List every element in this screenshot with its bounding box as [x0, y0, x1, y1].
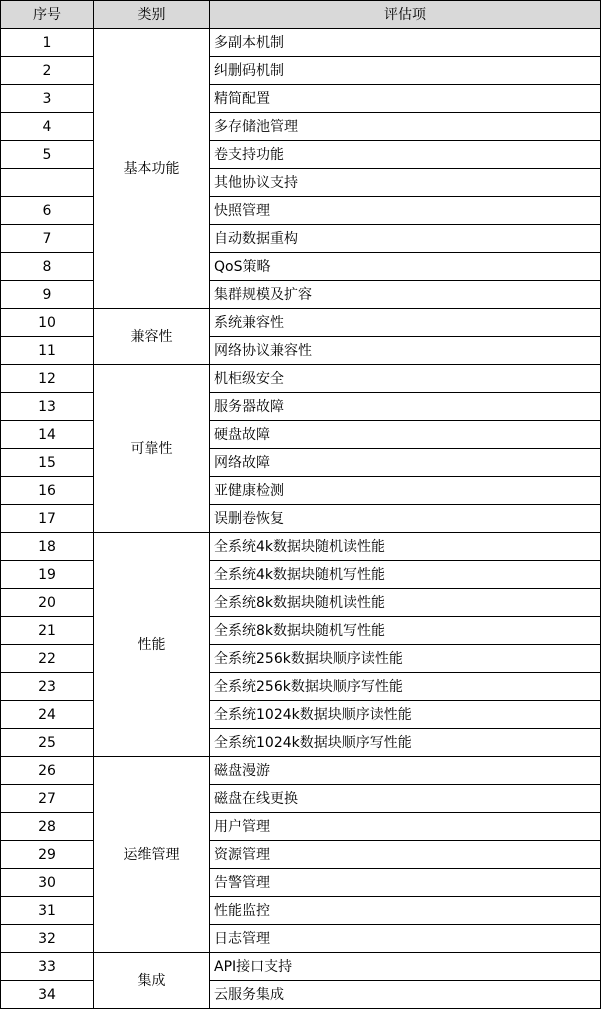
row-index: 3 — [1, 85, 94, 113]
evaluation-item: 全系统8k数据块随机写性能 — [210, 617, 601, 645]
evaluation-item: 全系统1024k数据块顺序读性能 — [210, 701, 601, 729]
evaluation-item: 全系统1024k数据块顺序写性能 — [210, 729, 601, 757]
row-index: 30 — [1, 869, 94, 897]
table-row — [1, 337, 601, 365]
table-row — [1, 281, 601, 309]
table-row — [1, 785, 601, 813]
table-row — [1, 505, 601, 533]
row-index: 28 — [1, 813, 94, 841]
category-cell: 可靠性 — [94, 365, 210, 533]
evaluation-item: 系统兼容性 — [210, 309, 601, 337]
evaluation-item: 误删卷恢复 — [210, 505, 601, 533]
row-index: 32 — [1, 925, 94, 953]
row-index: 1 — [1, 29, 94, 57]
table-row — [1, 533, 601, 561]
evaluation-item: 卷支持功能 — [210, 141, 601, 169]
table-row — [1, 113, 601, 141]
header-index: 序号 — [1, 1, 94, 29]
table-row — [1, 141, 601, 169]
table-row — [1, 953, 601, 981]
table-body — [1, 29, 601, 1009]
category-cell: 集成 — [94, 953, 210, 1009]
row-index: 7 — [1, 225, 94, 253]
evaluation-item: 云服务集成 — [210, 981, 601, 1009]
row-index: 9 — [1, 281, 94, 309]
header-category: 类别 — [94, 1, 210, 29]
row-index: 18 — [1, 533, 94, 561]
table-row — [1, 85, 601, 113]
table-row — [1, 701, 601, 729]
table-row — [1, 645, 601, 673]
row-index: 15 — [1, 449, 94, 477]
table-row — [1, 449, 601, 477]
table-row — [1, 841, 601, 869]
table-row — [1, 57, 601, 85]
evaluation-item: 服务器故障 — [210, 393, 601, 421]
evaluation-item: API接口支持 — [210, 953, 601, 981]
category-cell: 运维管理 — [94, 757, 210, 953]
evaluation-item: 网络协议兼容性 — [210, 337, 601, 365]
table-row — [1, 477, 601, 505]
table-row — [1, 365, 601, 393]
row-index: 6 — [1, 197, 94, 225]
row-index: 8 — [1, 253, 94, 281]
evaluation-item: QoS策略 — [210, 253, 601, 281]
row-index: 24 — [1, 701, 94, 729]
table-row — [1, 309, 601, 337]
evaluation-item: 其他协议支持 — [210, 169, 601, 197]
evaluation-item: 自动数据重构 — [210, 225, 601, 253]
row-index: 17 — [1, 505, 94, 533]
evaluation-item: 全系统8k数据块随机读性能 — [210, 589, 601, 617]
category-cell: 基本功能 — [94, 29, 210, 309]
evaluation-item: 全系统4k数据块随机读性能 — [210, 533, 601, 561]
evaluation-item: 全系统256k数据块顺序读性能 — [210, 645, 601, 673]
table-row — [1, 673, 601, 701]
row-index: 4 — [1, 113, 94, 141]
table-row — [1, 813, 601, 841]
category-cell: 兼容性 — [94, 309, 210, 365]
table-row — [1, 197, 601, 225]
evaluation-item: 网络故障 — [210, 449, 601, 477]
row-index — [1, 169, 94, 197]
category-cell: 性能 — [94, 533, 210, 757]
row-index: 25 — [1, 729, 94, 757]
table-row — [1, 561, 601, 589]
row-index: 23 — [1, 673, 94, 701]
row-index: 33 — [1, 953, 94, 981]
row-index: 27 — [1, 785, 94, 813]
evaluation-item: 日志管理 — [210, 925, 601, 953]
row-index: 12 — [1, 365, 94, 393]
table-row — [1, 869, 601, 897]
evaluation-item: 亚健康检测 — [210, 477, 601, 505]
evaluation-item: 纠删码机制 — [210, 57, 601, 85]
table-row — [1, 393, 601, 421]
table-row — [1, 729, 601, 757]
table-row — [1, 897, 601, 925]
table-row — [1, 617, 601, 645]
evaluation-item: 告警管理 — [210, 869, 601, 897]
row-index: 34 — [1, 981, 94, 1009]
row-index: 16 — [1, 477, 94, 505]
row-index: 14 — [1, 421, 94, 449]
evaluation-item: 机柜级安全 — [210, 365, 601, 393]
table-row — [1, 981, 601, 1009]
evaluation-item: 用户管理 — [210, 813, 601, 841]
evaluation-item: 全系统4k数据块随机写性能 — [210, 561, 601, 589]
row-index: 5 — [1, 141, 94, 169]
row-index: 31 — [1, 897, 94, 925]
evaluation-item: 快照管理 — [210, 197, 601, 225]
row-index: 13 — [1, 393, 94, 421]
row-index: 21 — [1, 617, 94, 645]
table-row — [1, 925, 601, 953]
header-row — [1, 1, 601, 29]
evaluation-item: 全系统256k数据块顺序写性能 — [210, 673, 601, 701]
evaluation-item: 资源管理 — [210, 841, 601, 869]
evaluation-item: 磁盘在线更换 — [210, 785, 601, 813]
table-row — [1, 253, 601, 281]
evaluation-item: 硬盘故障 — [210, 421, 601, 449]
table-row — [1, 757, 601, 785]
table-row — [1, 589, 601, 617]
evaluation-item: 多存储池管理 — [210, 113, 601, 141]
header-item: 评估项 — [210, 1, 601, 29]
table-row — [1, 421, 601, 449]
table-row — [1, 225, 601, 253]
row-index: 10 — [1, 309, 94, 337]
evaluation-item: 磁盘漫游 — [210, 757, 601, 785]
evaluation-item: 精简配置 — [210, 85, 601, 113]
table-row — [1, 29, 601, 57]
row-index: 11 — [1, 337, 94, 365]
row-index: 19 — [1, 561, 94, 589]
row-index: 20 — [1, 589, 94, 617]
row-index: 2 — [1, 57, 94, 85]
row-index: 22 — [1, 645, 94, 673]
evaluation-item: 多副本机制 — [210, 29, 601, 57]
evaluation-item: 集群规模及扩容 — [210, 281, 601, 309]
evaluation-item: 性能监控 — [210, 897, 601, 925]
row-index: 29 — [1, 841, 94, 869]
row-index: 26 — [1, 757, 94, 785]
table-row — [1, 169, 601, 197]
